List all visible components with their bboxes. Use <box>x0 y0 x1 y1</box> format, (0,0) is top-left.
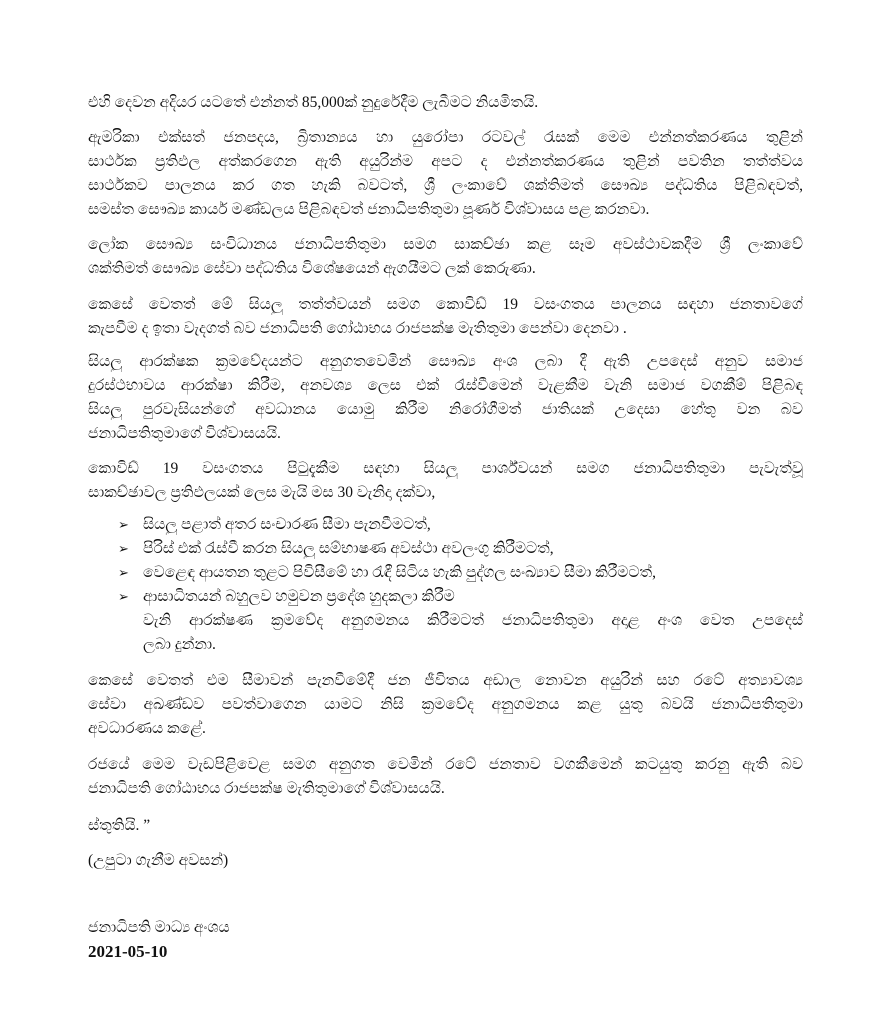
bullet-continuation-line: ලබා දුන්නා. <box>143 636 216 653</box>
paragraph-line: ජනාධිපති ගෝඨාභය රාජපක්ෂ මැතිතුමාගේ විශ්වාසයයි. <box>88 780 445 797</box>
paragraph-line: සේවා අඛණ්ඩව පවත්වාගෙන යාමට නිසි ක්‍රමවේද අනුගමනය කළ යුතු බවයි ජනාධිපතිතුමා <box>88 696 803 713</box>
paragraph-line: කෙසේ වෙතත් මේ සියලු තත්ත්වයන් සමග කොවිඩ් 19 වසංගතය පාලනය සඳහා ජනතාවගේ <box>88 296 803 313</box>
bullet-item: පිරිස් එක් රැස්වී කරන සියලු සම්භාෂණ අවස්ථා අවලංගු කිරීමටත්, <box>143 540 554 557</box>
issue-date: 2021-05-10 <box>88 942 168 961</box>
arrowhead-bullet-icon: ➢ <box>118 565 129 580</box>
bullet-item: ආසාධිතයන් බහුලව හමුවන ප්‍රදේශ හුදකලා කිරීම <box>143 588 455 605</box>
paragraph-line: සියලු ආරක්ෂක ක්‍රමවේදයන්ට අනුගතවෙමින් සෞඛ්‍ය අංශ ලබා දී ඇති උපදෙස් අනුව සමාජ <box>88 353 803 370</box>
bullet-continuation-line: වැනි ආරක්ෂණ ක්‍රමවේද අනුගමනය කිරීමටත් ජනාධිපතිතුමා අදාළ අංශ වෙත උපදෙස් <box>143 612 803 629</box>
paragraph-line: සාකච්ඡාවල ප්‍රතිඵලයක් ලෙස මැයි මස 30 වැනිදා දක්වා, <box>88 484 436 501</box>
paragraph-line: අවධාරණය කළේ. <box>88 720 206 737</box>
paragraph-line: ජනාධිපතිතුමාගේ විශ්වාසයයි. <box>88 425 281 442</box>
paragraph-line: දුරස්ථභාවය ආරක්ෂා කිරීම, අනවශ්‍ය ලෙස එක් රැස්වීමෙන් වැළකීම වැනි සමාජ වගකීම් පිළිබඳ <box>88 377 803 394</box>
issuer-name: ජනාධිපති මාධ්‍ය අංශය <box>88 919 230 936</box>
paragraph-line: රජයේ මෙම වැඩපිළිවෙළ සමග අනුගත වෙමින් රටේ ජනතාව වගකීමෙන් කටයුතු කරනු ඇති බව <box>88 756 803 773</box>
paragraph-line: ශක්තිමත් සෞඛ්‍ය සේවා පද්ධතිය විශේෂයෙන් ඇගයීමට ලක් කෙරුණා. <box>88 260 536 277</box>
paragraph-line: සියලු පුරවැසියන්ගේ අවධානය යොමු කිරීම නිරෝගීමත් ජාතියක් උදෙසා හේතු වන බව <box>88 401 803 418</box>
quote-end-text: (උපුටා ගැනීම අවසන්) <box>88 852 229 869</box>
arrowhead-bullet-icon: ➢ <box>118 517 129 532</box>
arrowhead-bullet-icon: ➢ <box>118 589 129 604</box>
paragraph-line: කොවිඩ් 19 වසංගතය පිටුදැකීම සඳහා සියලු පාර්ශ්වයන් සමග ජනාධිපතිතුමා පැවැත්වූ <box>88 460 803 477</box>
bullet-item: වෙළෙඳ ආයතන තුළට පිවිසීමේ හා රැඳී සිටිය හැකි පුද්ගල සංඛ්‍යාව සීමා කිරීමටත්, <box>143 564 656 581</box>
paragraph-line: සාර්ථක ප්‍රතිඵල අත්කරගෙන ඇති අයුරින්ම අපට ද එන්නත්කරණය තුළින් පවතින තත්ත්වය <box>88 153 803 170</box>
paragraph-line: කෙසේ වෙතත් එම සීමාවන් පැනවීමේදී ජන ජීවිතය අඩාල නොවන අයුරින් සහ රටේ අත්‍යාවශ්‍ය <box>88 672 803 689</box>
paragraph-line: ලෝක සෞඛ්‍ය සංවිධානය ජනාධිපතිතුමා සමග සාකච්ඡා කළ සෑම අවස්ථාවකදීම ශ්‍රී ලංකාවේ <box>88 236 803 253</box>
paragraph-line: කැපවීම ද ඉතා වැදගත් බව ජනාධිපති ගෝඨාභය රාජපක්ෂ මැතිතුමා පෙන්වා දෙනවා . <box>88 320 627 337</box>
bullet-item: සියලු පළාත් අතර සංචාරණ සීමා පැනවීමටත්, <box>143 516 431 533</box>
arrowhead-bullet-icon: ➢ <box>118 541 129 556</box>
paragraph-line: එහි දෙවන අදියර යටතේ එන්නත් 85,000ක් නුදුරේදීම ලැබීමට නියමිතයි. <box>88 94 539 111</box>
paragraph-line: ඇමරිකා එක්සත් ජනපදය, බ්‍රිතාන්‍යය හා යුරෝපා රටවල් රැසක් මෙම එන්නත්කරණය තුළින් <box>88 129 803 146</box>
paragraph-line: සාර්ථකව පාලනය කර ගත හැකි බවටත්, ශ්‍රී ලංකාවේ ශක්තිමත් සෞඛ්‍ය පද්ධතිය පිළිබඳවත්, <box>88 177 803 194</box>
thanks-text: ස්තුතියි. ” <box>88 817 151 834</box>
paragraph-line: සමස්ත සෞඛ්‍ය කාර්ය මණ්ඩලය පිළිබඳවත් ජනාධිපතිතුමා පූර්ණ විශ්වාසය පළ කරනවා. <box>88 201 650 218</box>
